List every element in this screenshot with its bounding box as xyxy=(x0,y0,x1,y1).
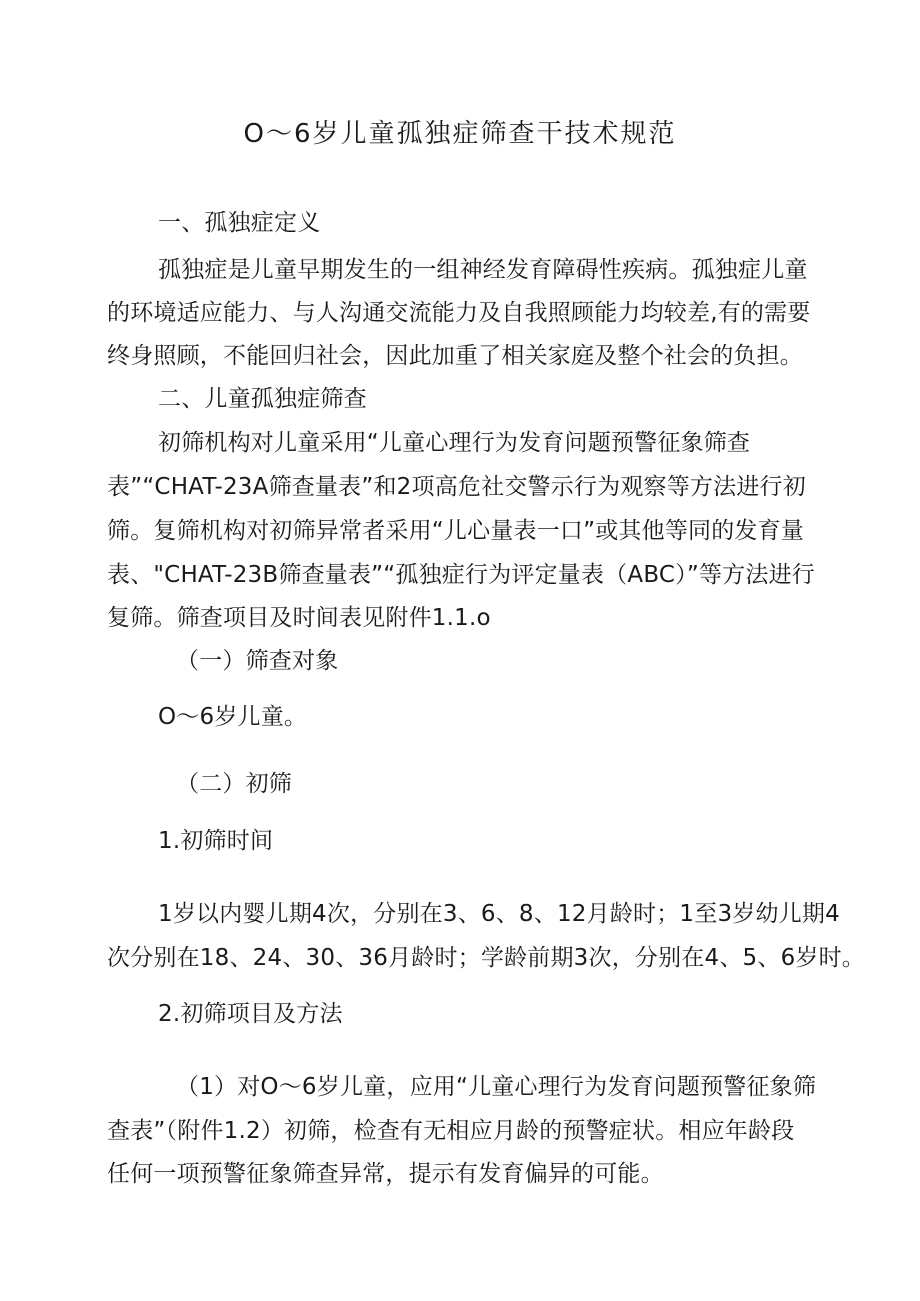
document-title: O～6岁儿童孤独症筛查干技术规范 xyxy=(243,119,677,149)
paragraph-line: 任何一项预警征象筛查异常，提示有发育偏异的可能。 xyxy=(107,1161,664,1187)
paragraph-line: 的环境适应能力、与人沟通交流能力及自我照顾能力均较差,有的需要 xyxy=(107,300,811,326)
subheading-items-methods: 2.初筛项目及方法 xyxy=(158,1001,343,1027)
heading-definition: 一、孤独症定义 xyxy=(158,210,321,236)
paragraph-line: （1）对O～6岁儿童，应用“儿童心理行为发育问题预警征象筛 xyxy=(176,1074,817,1100)
subheading-target: （一）筛查对象 xyxy=(176,648,339,674)
paragraph-line: 次分别在18、24、30、36月龄时；学龄前期3次，分别在4、5、6岁时。 xyxy=(107,945,865,971)
paragraph-line: 孤独症是儿童早期发生的一组神经发育障碍性疾病。孤独症儿童 xyxy=(158,257,808,283)
paragraph-line: 终身照顾，不能回归社会，因此加重了相关家庭及整个社会的负担。 xyxy=(107,343,803,369)
subheading-initial-screening: （二）初筛 xyxy=(176,771,292,797)
paragraph-line: O～6岁儿童。 xyxy=(158,704,308,730)
paragraph-line: 初筛机构对儿童采用“儿童心理行为发育问题预警征象筛查 xyxy=(158,430,751,456)
paragraph-line: 查表”（附件1.2）初筛，检查有无相应月龄的预警症状。相应年龄段 xyxy=(107,1118,795,1144)
paragraph-line: 筛。复筛机构对初筛异常者采用“儿心量表一口”或其他等同的发育量 xyxy=(107,518,805,544)
paragraph-line: 复筛。筛查项目及时间表见附件1.1.o xyxy=(107,605,491,631)
subheading-screening-time: 1.初筛时间 xyxy=(158,828,274,854)
heading-screening: 二、儿童孤独症筛查 xyxy=(158,386,367,412)
paragraph-line: 表”“CHAT-23A筛查量表”和2项高危社交警示行为观察等方法进行初 xyxy=(107,474,806,500)
paragraph-line: 表、"CHAT-23B筛查量表”“孤独症行为评定量表（ABC）”等方法进行 xyxy=(107,562,815,588)
paragraph-line: 1岁以内婴儿期4次，分别在3、6、8、12月龄时；1至3岁幼儿期4 xyxy=(158,901,840,927)
